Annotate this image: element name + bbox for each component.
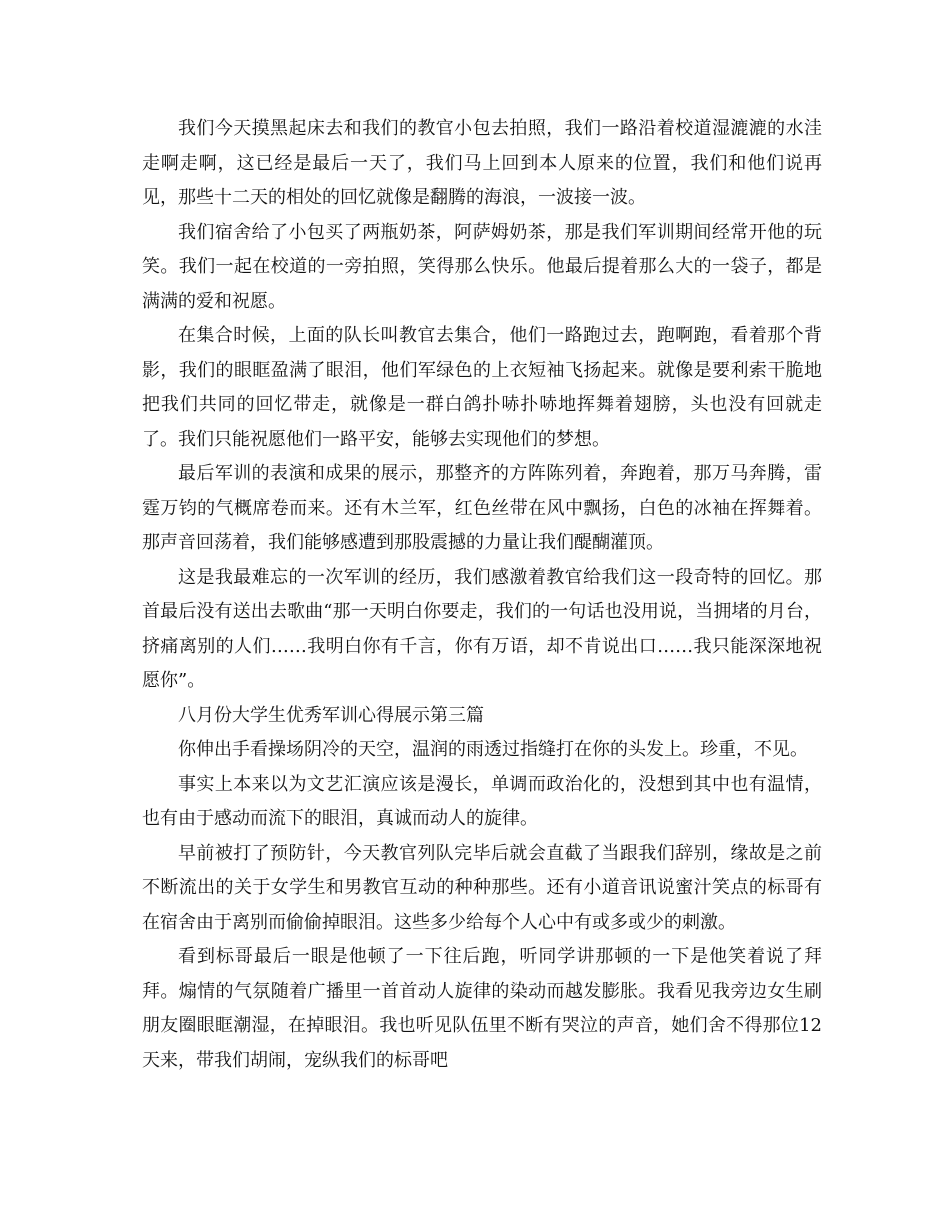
paragraph-6: 你伸出手看操场阴冷的天空，温润的雨透过指缝打在你的头发上。珍重，不见。 <box>178 739 808 760</box>
document-page <box>142 112 822 1078</box>
paragraph-7: 事实上本来以为文艺汇演应该是漫长，单调而政治化的，没想到其中也有温情，也有由于感动而流下的眼泪，真诚而动人的旋律。 <box>142 773 822 829</box>
paragraph-8: 早前被打了预防针，今天教官列队完毕后就会直截了当跟我们辞别，缘故是之前不断流出的关于女学生和男教官互动的种种那些。还有小道音讯说蜜汁笑点的标哥有在宿舍由于离别而偷偷掉眼泪。这些多少给每个人心中有或多或少的刺激。 <box>142 842 822 933</box>
paragraph-4: 最后军训的表演和成果的展示，那整齐的方阵陈列着，奔跑着，那万马奔腾，雷霆万钧的气概席卷而来。还有木兰军，红色丝带在风中飘扬，白色的冰袖在挥舞着。那声音回荡着，我们能够感遭到那股震撼的力量让我们醍醐灌顶。 <box>142 463 822 553</box>
paragraph-5: 这是我最难忘的一次军训的经历，我们感激着教官给我们这一段奇特的回忆。那首最后没有送出去歌曲“那一天明白你要走，我们的一句话也没用说，当拥堵的月台，挤痛离别的人们……我明白你有千言，你有万语，却不肯说出口……我只能深深地祝愿你”。 <box>142 566 822 691</box>
paragraph-2: 我们宿舍给了小包买了两瓶奶茶，阿萨姆奶茶，那是我们军训期间经常开他的玩笑。我们一起在校道的一旁拍照，笑得那么快乐。他最后提着那么大的一袋子，都是满满的爱和祝愿。 <box>142 221 822 312</box>
paragraph-3: 在集合时候，上面的队长叫教官去集合，他们一路跑过去，跑啊跑，看着那个背影，我们的眼眶盈满了眼泪，他们军绿色的上衣短袖飞扬起来。就像是要利索干脆地把我们共同的回忆带走，就像是一群白鸽扑哧扑哧地挥舞着翅膀，头也没有回就走了。我们只能祝愿他们一路平安，能够去实现他们的梦想。 <box>142 325 822 450</box>
paragraph-9: 看到标哥最后一眼是他顿了一下往后跑，听同学讲那顿的一下是他笑着说了拜拜。煽情的气氛随着广播里一首首动人旋律的染动而越发膨胀。我看见我旁边女生刷朋友圈眼眶潮湿，在掉眼泪。我也听见队伍里不断有哭泣的声音，她们舍不得那位12天来，带我们胡闹，宠纵我们的标哥吧 <box>142 946 822 1071</box>
paragraph-1: 我们今天摸黑起床去和我们的教官小包去拍照，我们一路沿着校道湿漉漉的水洼走啊走啊，这已经是最后一天了，我们马上回到本人原来的位置，我们和他们说再见，那些十二天的相处的回忆就像是翻腾的海浪，一波接一波。 <box>142 118 822 208</box>
section-heading: 八月份大学生优秀军训心得展示第三篇 <box>178 704 484 726</box>
